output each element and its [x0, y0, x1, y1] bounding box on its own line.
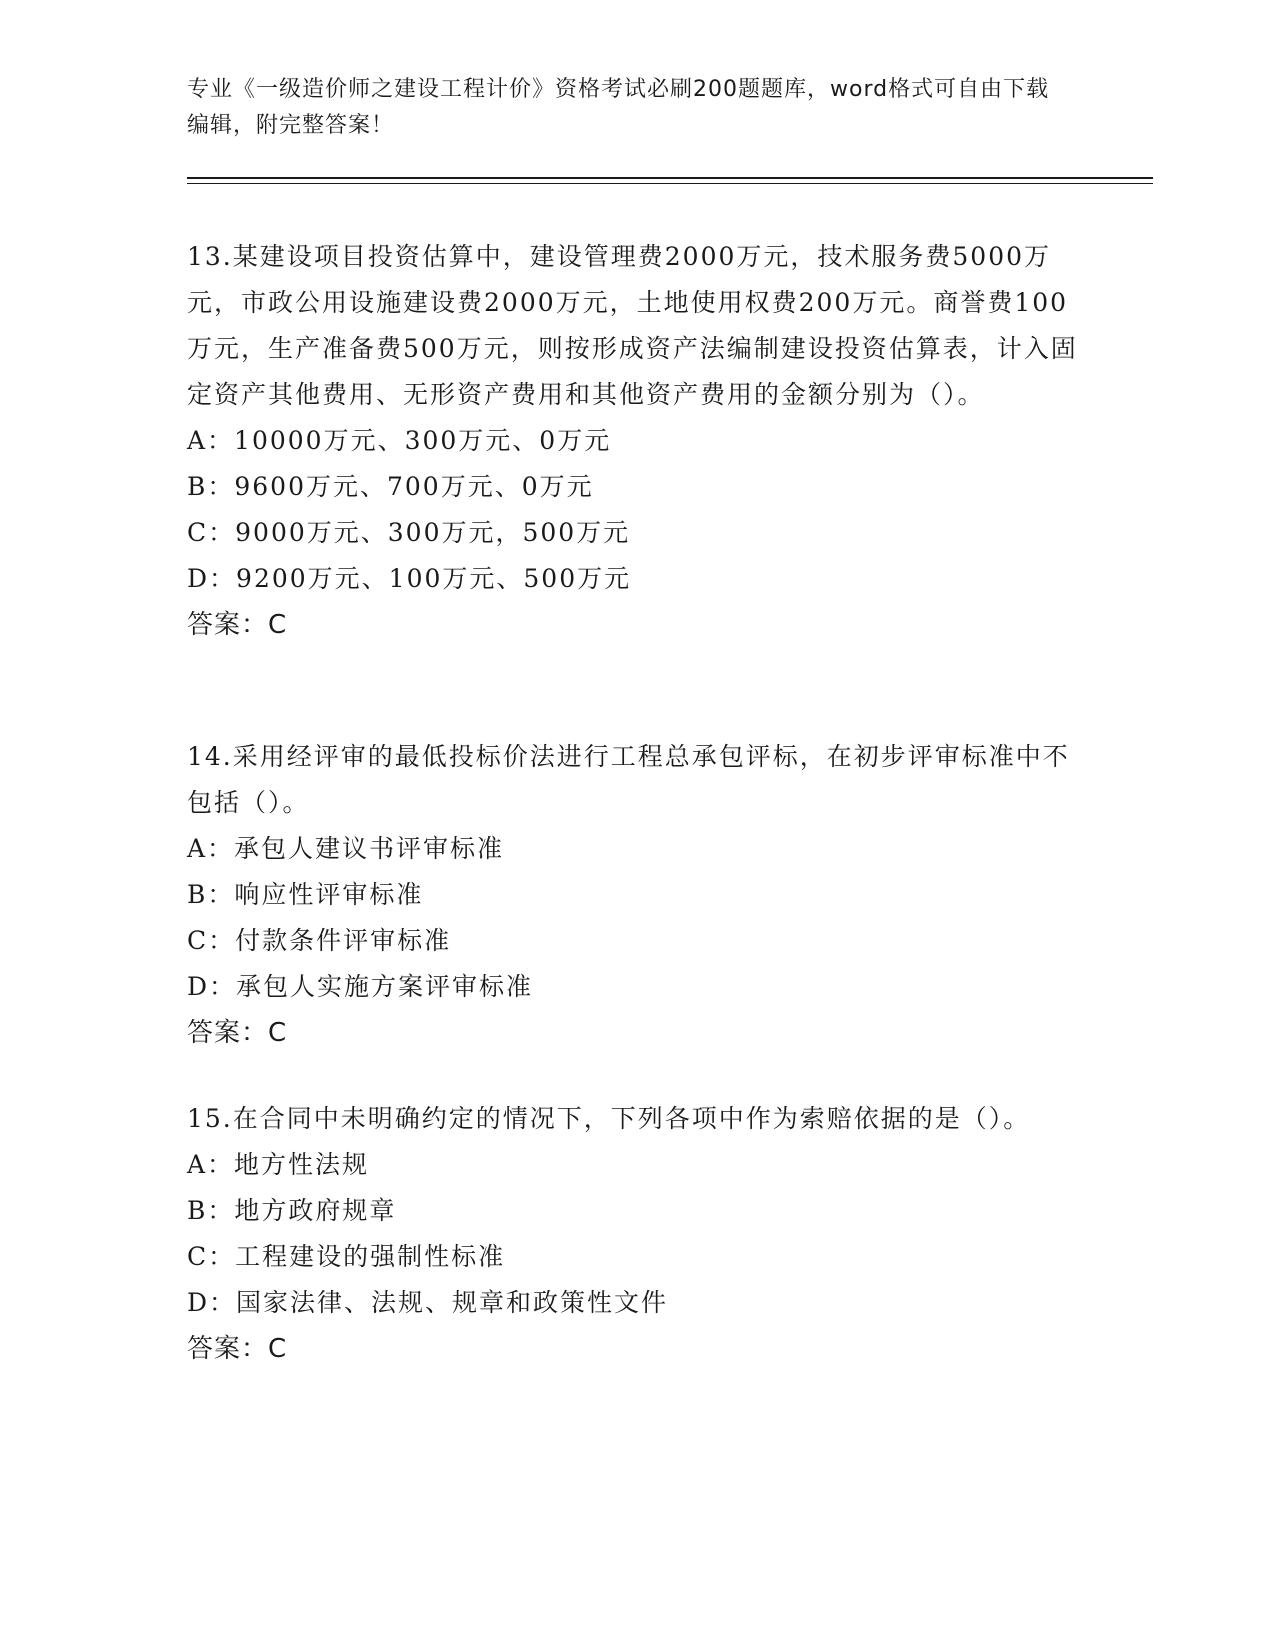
option-c: C：付款条件评审标准: [187, 926, 452, 955]
option-b: B：响应性评审标准: [187, 880, 424, 909]
option-b: B：9600万元、700万元、0万元: [187, 472, 594, 501]
answer: 答案：C: [187, 1334, 288, 1364]
question-block: [187, 734, 1087, 1056]
question-text: 13.某建设项目投资估算中，建设管理费2000万元，技术服务费5000万元，市政公用设施建设费2000万元，土地使用权费200万元。商誉费100万元，生产准备费500万元，则按形成资产法编制建设投资估算表，计入固定资产其他费用、无形资产费用和其他资产费用的金额分别为（）。: [187, 242, 1078, 409]
question-block: [187, 1096, 1087, 1372]
option-d: D：承包人实施方案评审标准: [187, 972, 534, 1001]
answer: 答案：C: [187, 1018, 288, 1048]
option-a: A：10000万元、300万元、0万元: [187, 426, 612, 455]
header-divider-thin: [187, 183, 1153, 184]
option-a: A：地方性法规: [187, 1150, 370, 1179]
option-d: D：国家法律、法规、规章和政策性文件: [187, 1288, 669, 1317]
option-c: C：工程建设的强制性标准: [187, 1242, 506, 1271]
question-text: 14.采用经评审的最低投标价法进行工程总承包评标，在初步评审标准中不包括（）。: [187, 742, 1070, 817]
question-text: 15.在合同中未明确约定的情况下，下列各项中作为索赔依据的是（）。: [187, 1104, 1031, 1133]
document-header: 专业《一级造价师之建设工程计价》资格考试必刷200题题库，word格式可自由下载编辑，附完整答案！: [187, 77, 1050, 138]
option-c: C：9000万元、300万元，500万元: [187, 518, 631, 547]
answer: 答案：C: [187, 610, 288, 640]
option-b: B：地方政府规章: [187, 1196, 397, 1225]
option-d: D：9200万元、100万元、500万元: [187, 564, 632, 593]
option-a: A：承包人建议书评审标准: [187, 834, 505, 863]
question-block: [187, 234, 1087, 648]
header-divider: [187, 177, 1153, 179]
